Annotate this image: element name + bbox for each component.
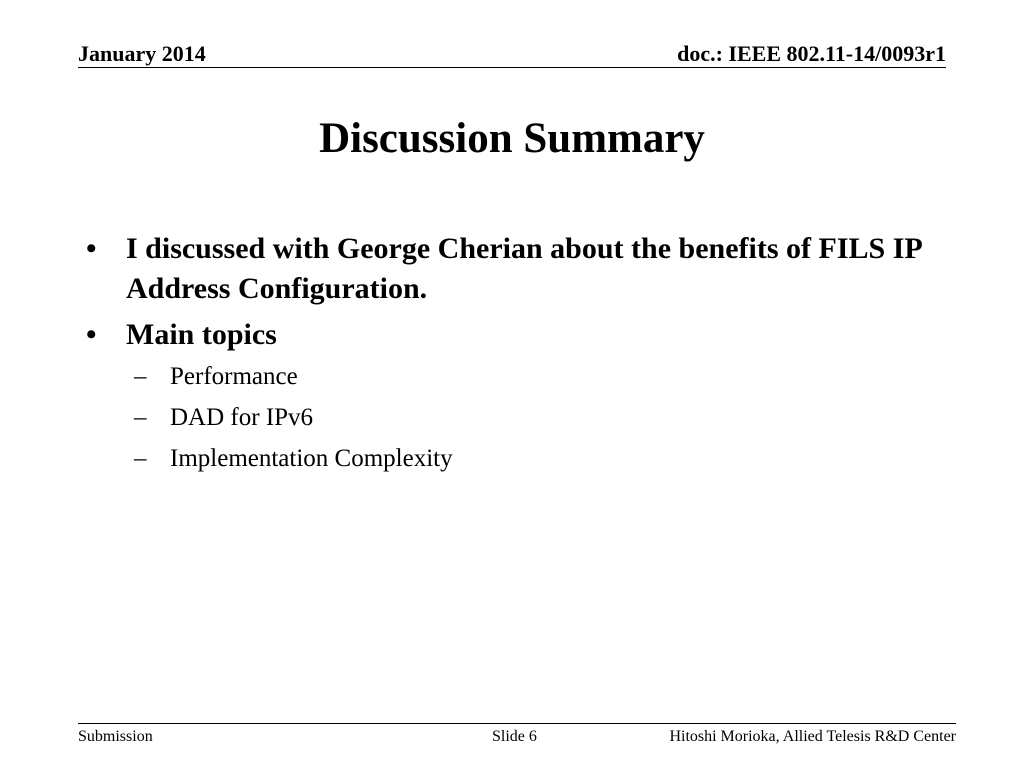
footer-submission: Submission	[78, 728, 153, 745]
sub-bullet-item	[86, 443, 946, 475]
bullet-item	[86, 315, 946, 355]
footer-divider	[78, 723, 956, 724]
bullet-item	[86, 229, 946, 309]
sub-bullet-text: Implementation Complexity	[170, 445, 453, 472]
sub-bullet-item	[86, 361, 946, 393]
sub-bullet-list	[86, 361, 946, 475]
slide-content	[86, 229, 946, 484]
header-divider	[78, 67, 946, 68]
slide-header-doc-id: doc.: IEEE 802.11-14/0093r1	[677, 41, 946, 66]
slide-header-date: January 2014	[78, 41, 206, 66]
bullet-mark: •	[86, 232, 97, 265]
sub-bullet-item	[86, 402, 946, 434]
footer-slide-number: Slide 6	[492, 728, 537, 745]
sub-bullet-text: Performance	[170, 363, 298, 390]
sub-bullet-text: DAD for IPv6	[170, 404, 314, 431]
sub-bullet-mark: –	[134, 363, 147, 390]
sub-bullet-mark: –	[134, 404, 147, 431]
sub-bullet-mark: –	[134, 445, 147, 472]
bullet-mark: •	[86, 318, 97, 351]
footer-author: Hitoshi Morioka, Allied Telesis R&D Center	[669, 728, 956, 745]
slide-title: Discussion Summary	[319, 115, 705, 162]
bullet-text: I discussed with George Cherian about the benefits of FILS IP Address Configuration.	[126, 232, 922, 305]
bullet-text: Main topics	[126, 318, 277, 351]
